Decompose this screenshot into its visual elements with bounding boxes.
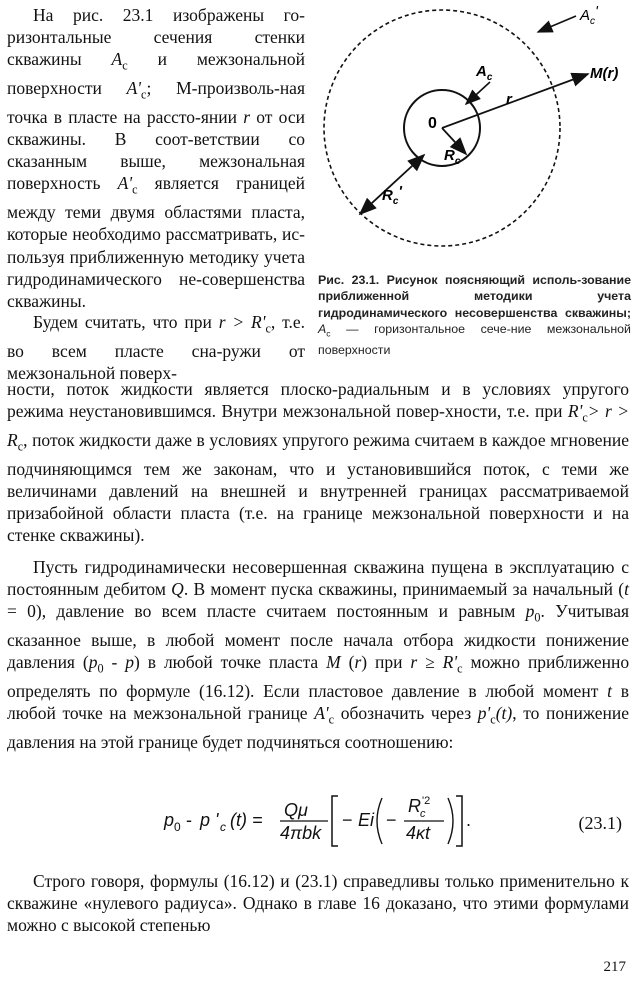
- r-arrow: [442, 74, 588, 128]
- svg-text:0: 0: [174, 820, 181, 834]
- svg-text:'2: '2: [422, 795, 431, 807]
- svg-text:p: p: [164, 810, 175, 830]
- paragraph-1: На рис. 23.1 изображены го-ризонтальные сечения стенки скважины $A_c$ и межзональной поверхности $A'_c$; М-произволь-ная точка в пласте на рассто-янии r от оси скважины. В соот-ветствии со сказанным выше, межзональная поверхность $A'_c$ является границей между теми двумя областями пласта, которые необходимо рассматривать, ис-пользуя приближенную методику учета гидродинамического не-совершенства скважины.: [7, 5, 306, 311]
- paragraph-4: Пусть гидродинамически несовершенная скважина пущена в эксплуатацию с постоянным дебитом Q. В момент пуска скважины, принимаемый за начальный (t = 0), давление во всем пласте считаем постоянным и равным $p_0$. Учитывая сказанное выше, в любой момент после начала отбора жидкости понижение давления $(p_0 - p)$ в любой точке пласта M (r) при $r \ge R'_c$ можно приближенно определять по формуле (16.12). Если пластовое давление в любой момент t в любой точке на межзональной границе $A'_c$ обозначить через $p'_c(t)$, то понижение давления на этой границе будет подчиняться соотношению:: [7, 557, 630, 752]
- page-number: 217: [603, 959, 626, 975]
- svg-text:Ei: Ei: [358, 810, 375, 830]
- formula-23-1: [160, 790, 630, 850]
- figure-23-1: [320, 4, 638, 266]
- rc-label: $R_c$: [444, 147, 461, 167]
- svg-text:−: −: [342, 810, 353, 830]
- figure-caption: Рис. 23.1. Рисунок поясняющий исполь-зование приближенной методики учета гидродинамического несовершенства скважины; $A_c$ — горизонтальное сече-ние межзональной поверхности: [318, 273, 631, 358]
- paragraph-5: Строго говоря, формулы (16.12) и (23.1) справедливы только применительно к скважине «нулевого радиуса». Однако в главе 16 доказано, что этими формулами можно с высокой степенью: [7, 871, 629, 936]
- well-section-diagram: [320, 4, 638, 266]
- svg-text:Qμ: Qμ: [284, 800, 308, 820]
- outer-leader: [538, 16, 576, 32]
- svg-text:c: c: [220, 820, 226, 834]
- svg-text:4πbk: 4πbk: [280, 823, 322, 843]
- equation-number: (23.1): [578, 813, 622, 833]
- svg-text:c: c: [420, 808, 426, 820]
- outer-label: $A_c'$: [580, 4, 598, 27]
- svg-text:R: R: [408, 796, 421, 816]
- rc-outer-label: $R_c'$: [382, 183, 402, 207]
- center-label: 0: [428, 115, 437, 132]
- svg-text:(t) =: (t) =: [230, 810, 263, 830]
- paragraph-2: Будем считать, что при $r > R'_c$, т.е. во всем пласте сна-ружи от межзональной поверх-: [7, 312, 305, 383]
- formula-svg: [160, 790, 560, 850]
- svg-text:-: -: [186, 810, 192, 830]
- svg-text:.: .: [466, 810, 472, 830]
- svg-text:4κt: 4κt: [406, 823, 431, 843]
- paragraph-3: ности, поток жидкости является плоско-радиальным и в условиях упругого режима неустановившимся. Внутри межзональной повер-хности, т.е. при $R'_c> r > R_c$, поток жидкости даже в условиях упругого режима считаем в каждое мгновение подчиняющимся тем же законам, что и установившийся поток, с теми же величинами давлений на внешней и внутренней границах рассматриваемой призабойной области пласта (т.е. на границе межзональной поверхности и на стенке скважины).: [7, 379, 630, 546]
- svg-text:−: −: [386, 810, 397, 830]
- r-label: r: [506, 91, 512, 108]
- inner-label: $A_c$: [476, 63, 493, 83]
- svg-text:p ': p ': [200, 810, 219, 830]
- point-label: M(r): [590, 65, 619, 82]
- inner-leader: [466, 82, 490, 104]
